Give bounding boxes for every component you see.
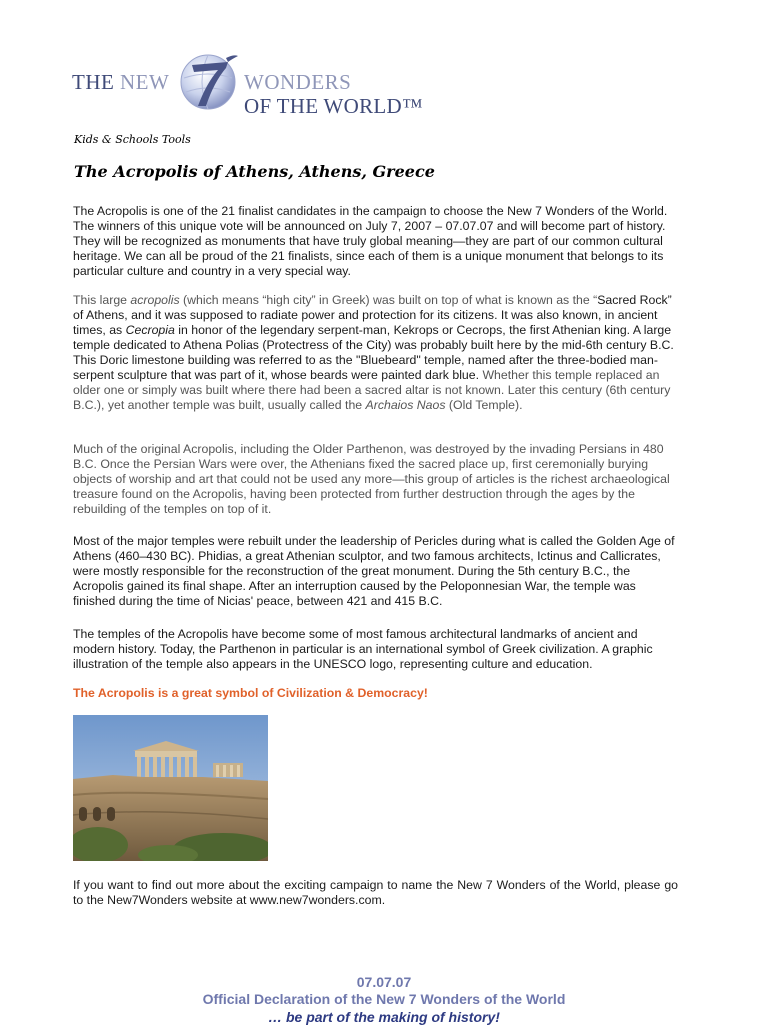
page-title: The Acropolis of Athens, Athens, Greece — [74, 162, 435, 181]
paragraph-landmarks: The temples of the Acropolis have become some of most famous architectural landmarks of ancient and modern history. Today, the Parthenon in particular is an international symbol of Greek civilization. A graphic illustration of the temple also appears in the UNESCO logo, representing culture and education. — [73, 627, 653, 671]
footer-date: 07.07.07 — [356, 974, 412, 990]
footer-tagline: … be part of the making of history! — [268, 1009, 500, 1025]
acropolis-photo — [73, 715, 268, 861]
globe-seven-icon — [176, 48, 240, 112]
footer-declaration: Official Declaration of the New 7 Wonders of the World — [202, 991, 566, 1007]
slogan: The Acropolis is a great symbol of Civilization & Democracy! — [73, 686, 428, 700]
logo-word-world: OF THE WORLD™ — [244, 94, 423, 118]
paragraph-more-info: If you want to find out more about the exciting campaign to name the New 7 Wonders of the World, please go to the New7Wonders website at www.new7wonders.com. — [73, 878, 678, 907]
logo-word-the: THE — [72, 70, 115, 94]
logo-word-wonders: WONDERS — [244, 70, 352, 94]
site-logo — [72, 48, 432, 120]
paragraph-intro: The Acropolis is one of the 21 finalist candidates in the campaign to choose the New 7 Wonders of the World. The winners of this unique vote will be announced on July 7, 2007 – 07.07.07 and will become part of history. They will be recognized as monuments that have truly global meaning—they are part of our common cultural heritage. We can all be proud of the 21 finalists, since each of them is a unique monument that belongs to its particular culture and country in a very special way. — [73, 204, 668, 278]
kids-schools-label: Kids & Schools Tools — [74, 133, 191, 146]
paragraph-pericles: Most of the major temples were rebuilt under the leadership of Pericles during what is called the Golden Age of Athens (460–430 BC). Phidias, a great Athenian sculptor, and two famous architects, Ictinus and Callicrates, were mostly responsible for the reconstruction of the great monument. During the 5th century B.C., the Acropolis gained its final shape. After an interruption caused by the Peloponnesian War, the temple was finished during the time of Nicias' peace, between 421 and 415 B.C. — [73, 534, 675, 608]
logo-word-new: NEW — [120, 70, 170, 94]
paragraph-persians: Much of the original Acropolis, including the Older Parthenon, was destroyed by the invading Persians in 480 B.C. Once the Persian Wars were over, the Athenians fixed the sacred place up, first ceremonially burying objects of worship and art that could not be used any more—this group of articles is the richest archaeological treasure found on the Acropolis, having been protected from further destruction through the ages by the rebuilding of the temples on top of it. — [73, 442, 670, 516]
paragraph-history: This large acropolis (which means “high city” in Greek) was built on top of what is known as the “Sacred Rock” of Athens, and it was supposed to radiate power and protection for its citizens. It was also known, in ancient times, as Cecropia in honor of the legendary serpent-man, Kekrops or Cecrops, the first Athenian king. A large temple dedicated to Athena Polias (Protectress of the City) was probably built here by the mid-6th century B.C. This Doric limestone building was referred to as the "Bluebeard" temple, named after the three-bodied man-serpent sculpture that was part of it, whose beards were painted dark blue. Whether this temple replaced an older one or simply was built where there had been a sacred altar is not known. Later this century (6th century B.C.), yet another temple was built, usually called the Archaios Naos (Old Temple). — [73, 293, 674, 412]
